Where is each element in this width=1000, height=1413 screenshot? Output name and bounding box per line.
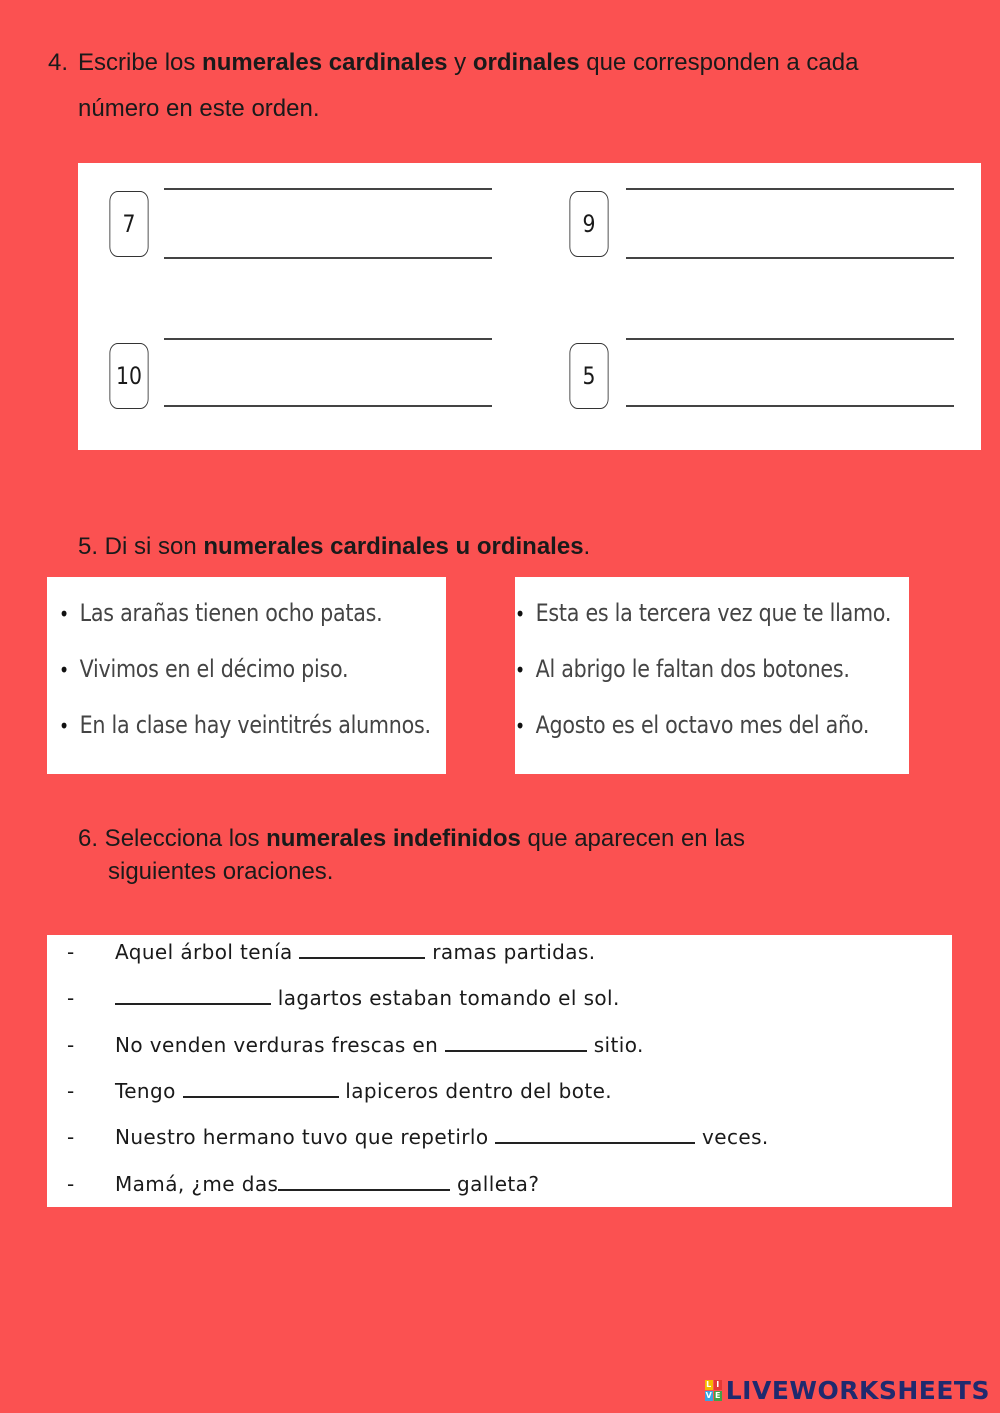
logo-cell: V (705, 1391, 712, 1400)
q4-text-3: que corresponden a cada (579, 49, 859, 76)
sentence-before: Tengo (115, 1079, 183, 1103)
number-box-7: 7 (109, 191, 148, 257)
sentence-before: Nuestro hermano tuvo que repetirlo (115, 1125, 496, 1149)
sentence-after: sitio. (586, 1033, 644, 1057)
sentence-text: Agosto es el octavo mes del año. (535, 711, 870, 739)
answer-line-ordinal-7[interactable] (164, 257, 492, 259)
dash: - (67, 940, 75, 964)
q5-bold-1: numerales cardinales u ordinales (203, 533, 584, 560)
answer-line-ordinal-9[interactable] (626, 257, 954, 259)
sentence-after: lapiceros dentro del bote. (338, 1079, 613, 1103)
fill-sentence (67, 986, 620, 1010)
logo-text: LIVEWORKSHEETS (725, 1376, 990, 1405)
number-box-10: 10 (109, 343, 148, 409)
logo-cell: I (714, 1380, 722, 1390)
liveworksheets-icon (705, 1380, 722, 1401)
sentence-item[interactable] (515, 599, 891, 627)
liveworksheets-logo (705, 1376, 990, 1405)
sentence-item[interactable] (59, 711, 431, 739)
answer-line-cardinal-9[interactable] (626, 188, 954, 190)
sentence-after: galleta? (450, 1172, 540, 1196)
exercise-5-right-box (515, 577, 909, 774)
exercise-6-box (47, 935, 952, 1207)
number-box-9: 9 (569, 191, 608, 257)
logo-cell: E (715, 1391, 721, 1400)
sentence-before: No venden verduras frescas en (115, 1033, 445, 1057)
sentence-before: Mamá, ¿me das (115, 1172, 279, 1196)
question-4 (48, 40, 968, 132)
sentence-item[interactable] (59, 655, 348, 683)
sentence-after: lagartos estaban tomando el sol. (271, 986, 620, 1010)
question-6-line-1 (78, 822, 878, 855)
exercise-5-left-box (47, 577, 446, 774)
q4-bold-2: ordinales (472, 49, 580, 76)
fill-sentence (67, 1172, 539, 1196)
question-6 (78, 822, 878, 888)
answer-line-cardinal-10[interactable] (164, 338, 492, 340)
question-6-line-2: siguientes oraciones. (108, 858, 334, 885)
sentence-after: veces. (695, 1125, 769, 1149)
bullet-icon: • (59, 714, 69, 738)
sentence-item[interactable] (59, 599, 382, 627)
answer-line-cardinal-5[interactable] (626, 338, 954, 340)
dash: - (67, 986, 75, 1010)
fill-sentence (67, 1125, 769, 1149)
dash: - (67, 1172, 75, 1196)
sentence-text: Esta es la tercera vez que te llamo. (535, 599, 892, 627)
question-4-line-2: número en este orden. (78, 95, 320, 122)
bullet-icon: • (515, 714, 525, 738)
q6-text-1: 6. Selecciona los (78, 825, 267, 852)
dash: - (67, 1079, 75, 1103)
blank-input[interactable] (183, 1080, 339, 1098)
number-box-5: 5 (569, 343, 608, 409)
answer-line-ordinal-10[interactable] (164, 405, 492, 407)
q4-text-2: y (447, 49, 473, 76)
q6-text-2: que aparecen en las (520, 825, 745, 852)
blank-input[interactable] (278, 1173, 450, 1191)
question-4-line-1 (48, 40, 968, 86)
question-5 (78, 524, 590, 570)
sentence-after: ramas partidas. (425, 940, 596, 964)
blank-input[interactable] (299, 941, 425, 959)
fill-sentence (67, 1079, 612, 1103)
bullet-icon: • (59, 658, 69, 682)
bullet-icon: • (515, 658, 525, 682)
sentence-text: Las arañas tienen ocho patas. (79, 599, 383, 627)
sentence-before: Aquel árbol tenía (115, 940, 300, 964)
blank-input[interactable] (445, 1034, 587, 1052)
logo-cell: L (706, 1380, 712, 1389)
question-number: 4. (48, 49, 69, 76)
blank-input[interactable] (115, 987, 271, 1005)
dash: - (67, 1125, 75, 1149)
exercise-4-box (78, 163, 981, 450)
answer-line-cardinal-7[interactable] (164, 188, 492, 190)
sentence-text: Vivimos en el décimo piso. (79, 655, 349, 683)
sentence-text: En la clase hay veintitrés alumnos. (79, 711, 431, 739)
sentence-text: Al abrigo le faltan dos botones. (535, 655, 850, 683)
q5-text-1: 5. Di si son (78, 533, 204, 560)
bullet-icon: • (515, 602, 525, 626)
fill-sentence (67, 1033, 644, 1057)
bullet-icon: • (59, 602, 69, 626)
sentence-item[interactable] (515, 711, 869, 739)
sentence-item[interactable] (515, 655, 850, 683)
q4-bold-1: numerales cardinales (202, 49, 448, 76)
q6-bold-1: numerales indefinidos (266, 825, 521, 852)
answer-line-ordinal-5[interactable] (626, 405, 954, 407)
blank-input[interactable] (495, 1126, 695, 1144)
q5-text-2: . (583, 533, 591, 560)
q4-text-1: Escribe los (78, 49, 203, 76)
fill-sentence (67, 940, 596, 964)
dash: - (67, 1033, 75, 1057)
